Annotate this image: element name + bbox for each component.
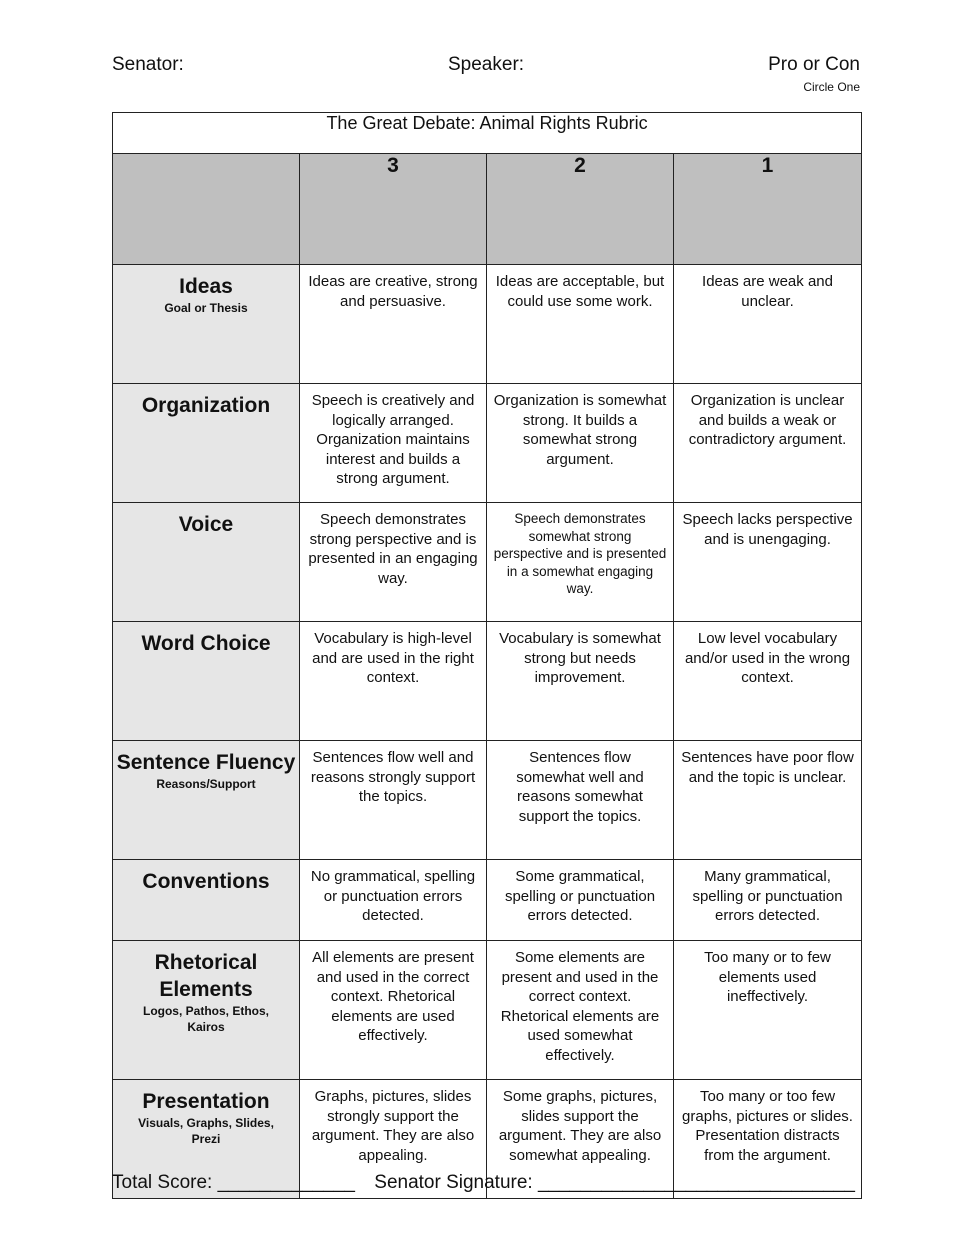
score-header-3: 3 [300,154,487,265]
descriptor-cell: Many grammatical, spelling or punctuation errors detected. [674,860,862,941]
footer [112,1172,855,1194]
criterion-subtitle: Logos, Pathos, Ethos, Kairos [142,1004,269,1034]
descriptor-cell: Vocabulary is somewhat strong but needs improvement. [487,622,674,741]
descriptor-cell: Organization is unclear and builds a weak or contradictory argument. [674,384,862,503]
criterion-name: Conventions [142,870,270,893]
descriptor-cell: Ideas are acceptable, but could use some work. [487,265,674,384]
descriptor-cell: Ideas are weak and unclear. [674,265,862,384]
criterion-name: Presentation [142,1090,270,1113]
descriptor-cell: Sentences flow well and reasons strongly support the topics. [300,741,487,860]
descriptor-cell: Sentences flow somewhat well and reasons somewhat support the topics. [487,741,674,860]
descriptor-cell: Speech lacks perspective and is unengaging. [674,503,862,622]
descriptor-cell: All elements are present and used in the correct context. Rhetorical elements are used effectively. [300,941,487,1080]
descriptor-cell: No grammatical, spelling or punctuation errors detected. [300,860,487,941]
descriptor-cell: Some grammatical, spelling or punctuation errors detected. [487,860,674,941]
senator-signature-field: Senator Signature: ______________________________ [374,1172,855,1193]
criterion-subtitle: Visuals, Graphs, Slides, Prezi [138,1116,274,1146]
criterion-name: Organization [141,394,271,417]
circle-one-note: Circle One [803,80,860,94]
criterion-name: Rhetorical Elements [154,951,258,1001]
rubric-row-ideas [113,265,862,384]
descriptor-cell: Some graphs, pictures, slides support the argument. They are also somewhat appealing. [487,1080,674,1199]
rubric-row-conventions [113,860,862,941]
score-header-row [113,154,862,265]
criterion-name: Voice [178,513,234,536]
descriptor-cell: Low level vocabulary and/or used in the wrong context. [674,622,862,741]
rubric-title: The Great Debate: Animal Rights Rubric [113,113,862,154]
rubric-row-sentence-fluency [113,741,862,860]
descriptor-cell: Speech is creatively and logically arranged. Organization maintains interest and builds a strong argument. [300,384,487,503]
criteria-header-cell [113,154,300,265]
descriptor-cell: Some elements are present and used in the correct context. Rhetorical elements are used somewhat effectively. [487,941,674,1080]
descriptor-cell: Too many or to few elements used ineffectively. [674,941,862,1080]
rubric-row-word-choice [113,622,862,741]
pro-or-con-label: Pro or Con [768,54,860,75]
criterion-subtitle: Goal or Thesis [164,301,248,315]
criterion-name: Ideas [179,275,233,298]
criterion-subtitle: Reasons/Support [156,777,256,791]
rubric-row-organization [113,384,862,503]
rubric-row-rhetorical-elements [113,941,862,1080]
score-header-2: 2 [487,154,674,265]
rubric-row-voice [113,503,862,622]
descriptor-cell: Too many or too few graphs, pictures or slides. Presentation distracts from the argument. [674,1080,862,1199]
descriptor-cell: Graphs, pictures, slides strongly support the argument. They are also appealing. [300,1080,487,1199]
criterion-name: Word Choice [141,632,271,655]
speaker-label: Speaker: [448,54,525,75]
descriptor-cell: Sentences have poor flow and the topic is unclear. [674,741,862,860]
descriptor-cell: Ideas are creative, strong and persuasive. [300,265,487,384]
criterion-name: Sentence Fluency [116,751,296,774]
descriptor-cell: Organization is somewhat strong. It builds a somewhat strong argument. [487,384,674,503]
descriptor-cell: Speech demonstrates somewhat strong perspective and is presented in a somewhat engaging way. [487,503,674,622]
score-header-1: 1 [674,154,862,265]
descriptor-cell: Vocabulary is high-level and are used in the right context. [300,622,487,741]
rubric-table [112,112,862,1199]
descriptor-cell: Speech demonstrates strong perspective and is presented in an engaging way. [300,503,487,622]
senator-label: Senator: [112,54,184,75]
total-score-field: Total Score: _____________ [112,1172,355,1193]
